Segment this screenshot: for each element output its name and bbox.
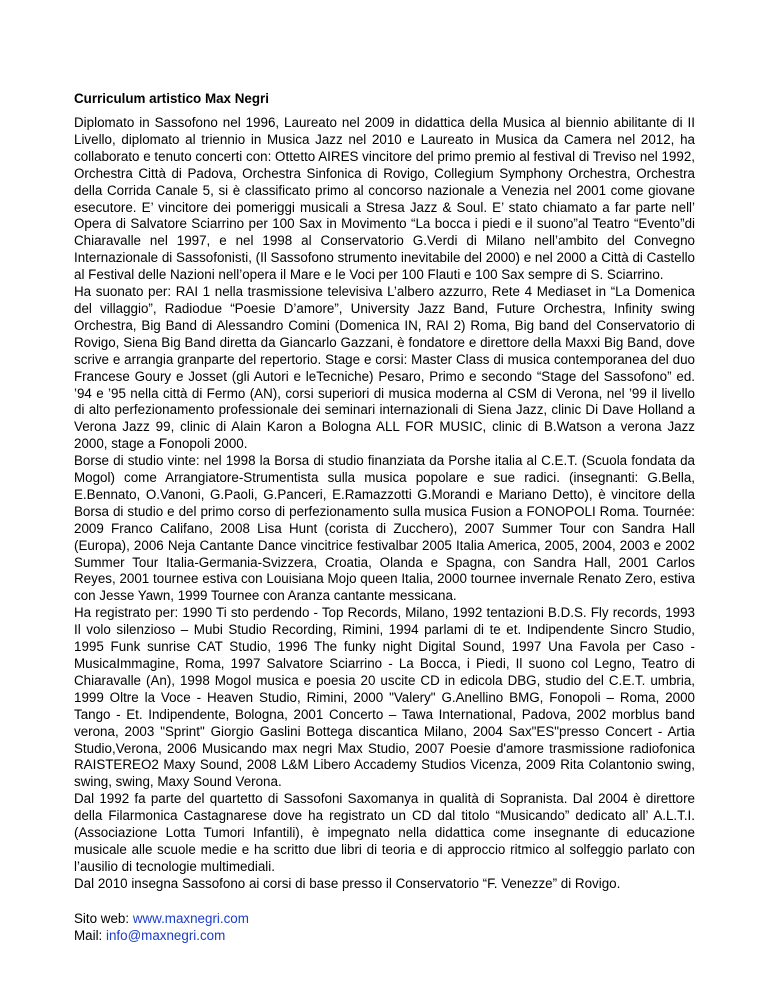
mail-link[interactable]: info@maxnegri.com — [106, 927, 226, 943]
paragraph-performances: Ha suonato per: RAI 1 nella trasmissione televisiva L’albero azzurro, Rete 4 Mediaset in “La Domenica del villaggio”, Radiodue “Poesie D’amore”, University Jazz Band, Future Orchestra, Infinity swing Orchestra, Big Band di Alessandro Comini (Domenica IN, RAI 2) Roma, Big band del Conservatorio di Rovigo, Siena Big Band diretta da Giancarlo Gazzani, è fondatore e direttore della Maxxi Big Band, dove scrive e arrangia granparte del repertorio. Stage e corsi: Master Class di musica contemporanea del duo Francese Goury e Josset (gli Autori e leTecniche) Pesaro, Primo e secondo “Stage del Sassofono” ed. ’94 e ’95 nella città di Fermo (AN), corsi superiori di musica moderna al CSM di Verona, nel ’99 il livello di alto perfezionamento professionale dei seminari internazionali di Siena Jazz, clinic Di Dave Holland a Verona Jazz 99, clinic di Alain Karon a Bologna ALL FOR MUSIC, clinic di B.Watson a verona Jazz 2000, stage a Fonopoli 2000. — [74, 284, 695, 452]
contact-block — [74, 911, 695, 945]
mail-label: Mail: — [74, 927, 106, 943]
paragraph-conservatory: Dal 2010 insegna Sassofono ai corsi di base presso il Conservatorio “F. Venezze” di Rovigo. — [74, 875, 621, 891]
mail-line — [74, 928, 695, 945]
website-link[interactable]: www.maxnegri.com — [132, 910, 249, 926]
paragraph-scholarships-tours: Borse di studio vinte: nel 1998 la Borsa di studio finanziata da Porshe italia al C.E.T. (Scuola fondata da Mogol) come Arrangiatore-Strumentista sulla musica popolare e sue radici. (insegnanti: G.Bella, E.Bennato, O.Vanoni, G.Paoli, G.Panceri, E.Ramazzotti G.Morandi e Mariano Detto), è vincitore della Borsa di studio e del primo corso di perfezionamento sulla musica Fusion a FONOPOLI Roma. Tournée: 2009 Franco Califano, 2008 Lisa Hunt (corista di Zucchero), 2007 Summer Tour con Sandra Hall (Europa), 2006 Neja Cantante Dance vincitrice festivalbar 2005 Italia America, 2005, 2004, 2003 e 2002 Summer Tour Italia-Germania-Svizzera, Croatia, Olanda e Spagna, con Sandra Hall, 2001 Carlos Reyes, 2001 tournee estiva con Louisiana Mojo queen Italia, 2000 tournee invernale Renato Zero, estiva con Jesse Yawn, 1999 Tournee con Aranza cantante messicana. — [74, 453, 695, 604]
document-page — [74, 90, 695, 945]
document-title: Curriculum artistico Max Negri — [74, 91, 269, 106]
paragraph-recordings: Ha registrato per: 1990 Ti sto perdendo - Top Records, Milano, 1992 tentazioni B.D.S. Fly records, 1993 Il volo silenzioso – Mubi Studio Recording, Rimini, 1994 parlami di te et. Indipendente Sincro Studio, 1995 Funk sunrise CAT Studio, 1996 The funky night Digital Sound, 1997 Una Favola per Caso - MusicaImmagine, Roma, 1997 Salvatore Sciarrino - La Bocca, i Piedi, Il suono col Legno, Teatro di Chiaravalle (An), 1998 Mogol musica e poesia 20 uscite CD in edicola DBG, studio del C.E.T. umbria, 1999 Oltre la Voce - Heaven Studio, Rimini, 2000 "Valery" G.Anellino BMG, Fonopoli – Roma, 2000 Tango - Et. Indipendente, Bologna, 2001 Concerto – Tawa International, Padova, 2002 morblus band verona, 2003 "Sprint" Giorgio Gaslini Bottega discantica Milano, 2004 Sax"ES"presso Concert - Artia Studio,Verona, 2006 Musicando max negri Max Studio, 2007 Poesie d'amore trasmissione radiofonica RAISTEREO2 Maxy Sound, 2008 L&M Libero Accademy Studios Vicenza, 2009 Rita Colantonio swing, swing, swing, Maxy Sound Verona. — [74, 605, 695, 790]
paragraph-education: Diplomato in Sassofono nel 1996, Laureato nel 2009 in didattica della Musica al biennio abilitante di II Livello, diplomato al triennio in Musica Jazz nel 2010 e Laureato in Musica da Camera nel 2012, ha collaborato e tenuto concerti con: Ottetto AIRES vincitore del primo premio al festival di Treviso nel 1992, Orchestra Città di Padova, Orchestra Sinfonica di Rovigo, Collegium Symphony Orchestra, Orchestra della Corrida Canale 5, si è classificato primo al concorso nazionale a Venezia nel 2001 come giovane esecutore. E’ vincitore dei pomeriggi musicali a Stresa Jazz & Soul. E’ stato chiamato a far parte nell’ Opera di Salvatore Sciarrino per 100 Sax in Movimento “La bocca i piedi e il suono”al Teatro “Evento”di Chiaravalle nel 1997, e nel 1998 al Conservatorio G.Verdi di Milano nell’ambito del Convegno Internazionale di Sassofonisti, (Il Sassofono strumento inevitabile del 2000) e nel 2000 a Città di Castello al Festival delle Nazioni nell’opera il Mare e le Voci per 100 Flauti e 100 Sax sempre di S. Sciarrino. — [74, 115, 695, 283]
website-label: Sito web: — [74, 910, 133, 926]
website-line — [74, 911, 695, 928]
paragraph-teaching: Dal 1992 fa parte del quartetto di Sassofoni Saxomanya in qualità di Sopranista. Dal 2004 è direttore della Filarmonica Castagnarese dove ha registrato un CD dal titolo “Musicando” dedicato all’ A.L.T.I. (Associazione Lotta Tumori Infantili), è impegnato nella didattica come insegnante di educazione musicale alle scuole medie e ha scritto due libri di teoria e di approccio ritmico al solfeggio parlato con l’ausilio di tecnologie multimediali. — [74, 791, 695, 874]
